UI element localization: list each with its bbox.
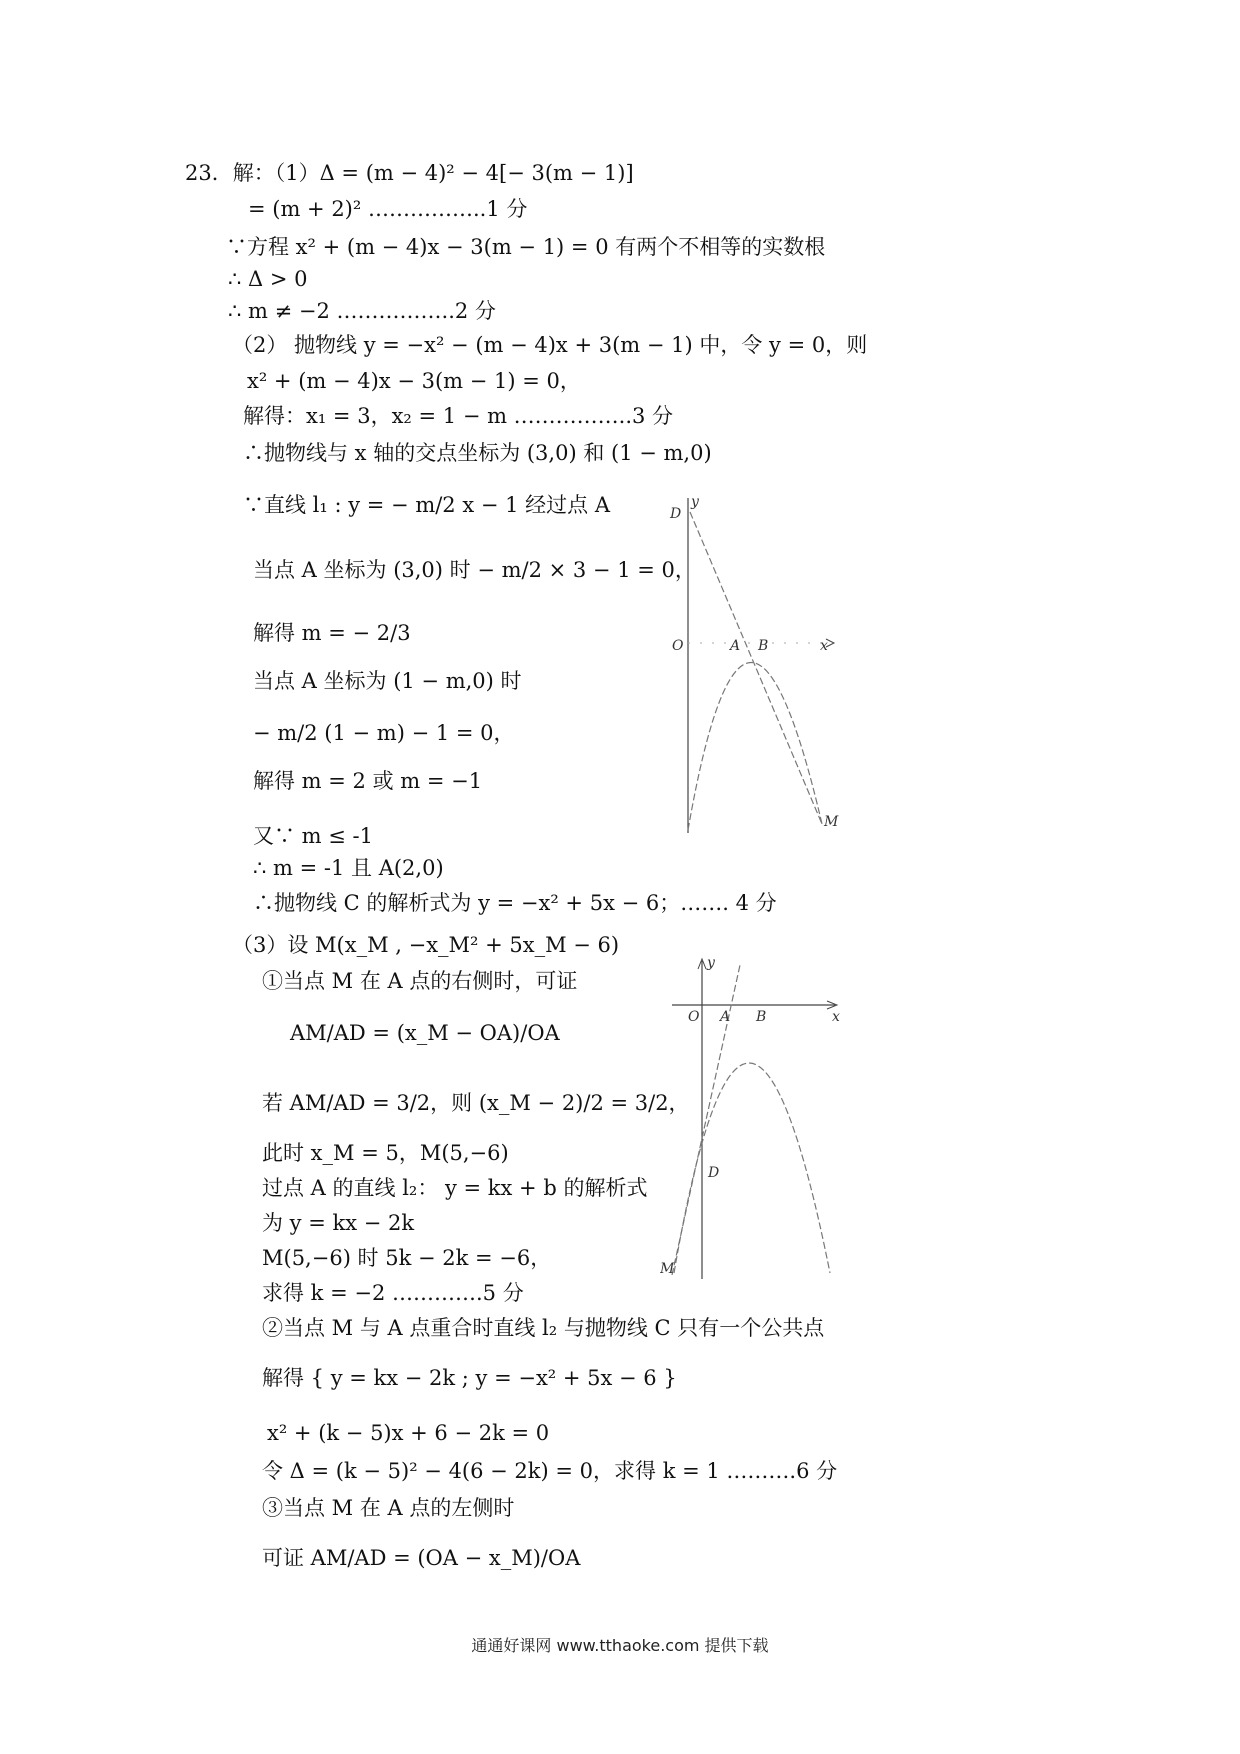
solution-line-20: ①当点 M 在 A 点的右侧时，可证 [262, 969, 578, 993]
solution-line-14: − m/2 (1 − m) − 1 = 0， [253, 721, 515, 745]
solution-line-19: （3）设 M(x_M , −x_M² + 5x_M − 6) [232, 933, 620, 957]
solution-line-18: ∴抛物线 C 的解析式为 y = −x² + 5x − 6；……. 4 分 [253, 891, 777, 915]
solution-line-7: x² + (m − 4)x − 3(m − 1) = 0， [247, 369, 581, 393]
solution-line-29: 解得 { y = kx − 2k ; y = −x² + 5x − 6 } [262, 1366, 677, 1390]
fig2-label-A: A [720, 1009, 731, 1025]
solution-line-1: 23．解：（1）Δ = (m − 4)² − 4[− 3(m − 1)] [185, 161, 634, 185]
solution-line-22: 若 AM/AD = 3/2，则 (x_M − 2)/2 = 3/2， [262, 1091, 690, 1115]
solution-line-15: 解得 m = 2 或 m = −1 [253, 769, 483, 793]
fig2-label-O: O [688, 1009, 700, 1025]
fig2-label-x: x [832, 1009, 840, 1025]
figure-1 [660, 488, 850, 838]
fig2-label-y: y [707, 955, 715, 971]
solution-line-26: M(5,−6) 时 5k − 2k = −6， [262, 1246, 552, 1270]
solution-line-2: = (m + 2)² ……………..1 分 [248, 197, 528, 221]
solution-line-3: ∵方程 x² + (m − 4)x − 3(m − 1) = 0 有两个不相等的实数根 [226, 235, 826, 259]
solution-line-24: 过点 A 的直线 l₂： y = kx + b 的解析式 [262, 1176, 648, 1200]
solution-line-8: 解得：x₁ = 3，x₂ = 1 − m ……………..3 分 [243, 404, 674, 428]
fig1-label-D: D [670, 506, 682, 522]
fig1-label-B: B [758, 638, 769, 654]
solution-line-23: 此时 x_M = 5，M(5,−6) [262, 1141, 509, 1165]
solution-line-25: 为 y = kx − 2k [262, 1211, 415, 1235]
fig1-label-A: A [730, 638, 741, 654]
fig2-label-D: D [708, 1165, 720, 1181]
fig1-label-M: M [824, 814, 839, 830]
fig1-label-y: y [691, 494, 699, 510]
solution-line-31: 令 Δ = (k − 5)² − 4(6 − 2k) = 0，求得 k = 1 ……….6 分 [262, 1459, 838, 1483]
fig1-label-O: O [672, 638, 684, 654]
solution-line-11: 当点 A 坐标为 (3,0) 时 − m/2 × 3 − 1 = 0， [253, 558, 696, 582]
solution-line-16: 又∵ m ≤ -1 [253, 824, 373, 848]
solution-line-10: ∵直线 l₁ : y = − m/2 x − 1 经过点 A [243, 493, 611, 517]
footer-text: 通通好课网 www.tthaoke.com 提供下载 [471, 1636, 769, 1655]
fig1-label-x: x [820, 638, 828, 654]
solution-line-5: ∴ m ≠ −2 ……………..2 分 [228, 299, 496, 323]
solution-line-17: ∴ m = -1 且 A(2,0) [253, 856, 444, 880]
solution-line-9: ∴抛物线与 x 轴的交点坐标为 (3,0) 和 (1 − m,0) [243, 441, 712, 465]
solution-line-33: 可证 AM/AD = (OA − x_M)/OA [262, 1546, 581, 1570]
solution-line-6: （2） 抛物线 y = −x² − (m − 4)x + 3(m − 1) 中，令 y = 0，则 [232, 333, 868, 357]
solution-line-27: 求得 k = −2 ………….5 分 [262, 1281, 524, 1305]
fig2-label-M: M [660, 1261, 675, 1277]
solution-line-4: ∴ Δ > 0 [228, 267, 308, 291]
solution-line-32: ③当点 M 在 A 点的左侧时 [262, 1496, 515, 1520]
fig2-label-B: B [756, 1009, 767, 1025]
solution-line-13: 当点 A 坐标为 (1 − m,0) 时 [253, 669, 522, 693]
figure-2 [660, 955, 850, 1285]
solution-line-28: ②当点 M 与 A 点重合时直线 l₂ 与抛物线 C 只有一个公共点 [262, 1316, 825, 1340]
solution-line-12: 解得 m = − 2/3 [253, 621, 411, 645]
solution-line-30: x² + (k − 5)x + 6 − 2k = 0 [267, 1421, 550, 1445]
solution-line-21: AM/AD = (x_M − OA)/OA [290, 1021, 560, 1045]
